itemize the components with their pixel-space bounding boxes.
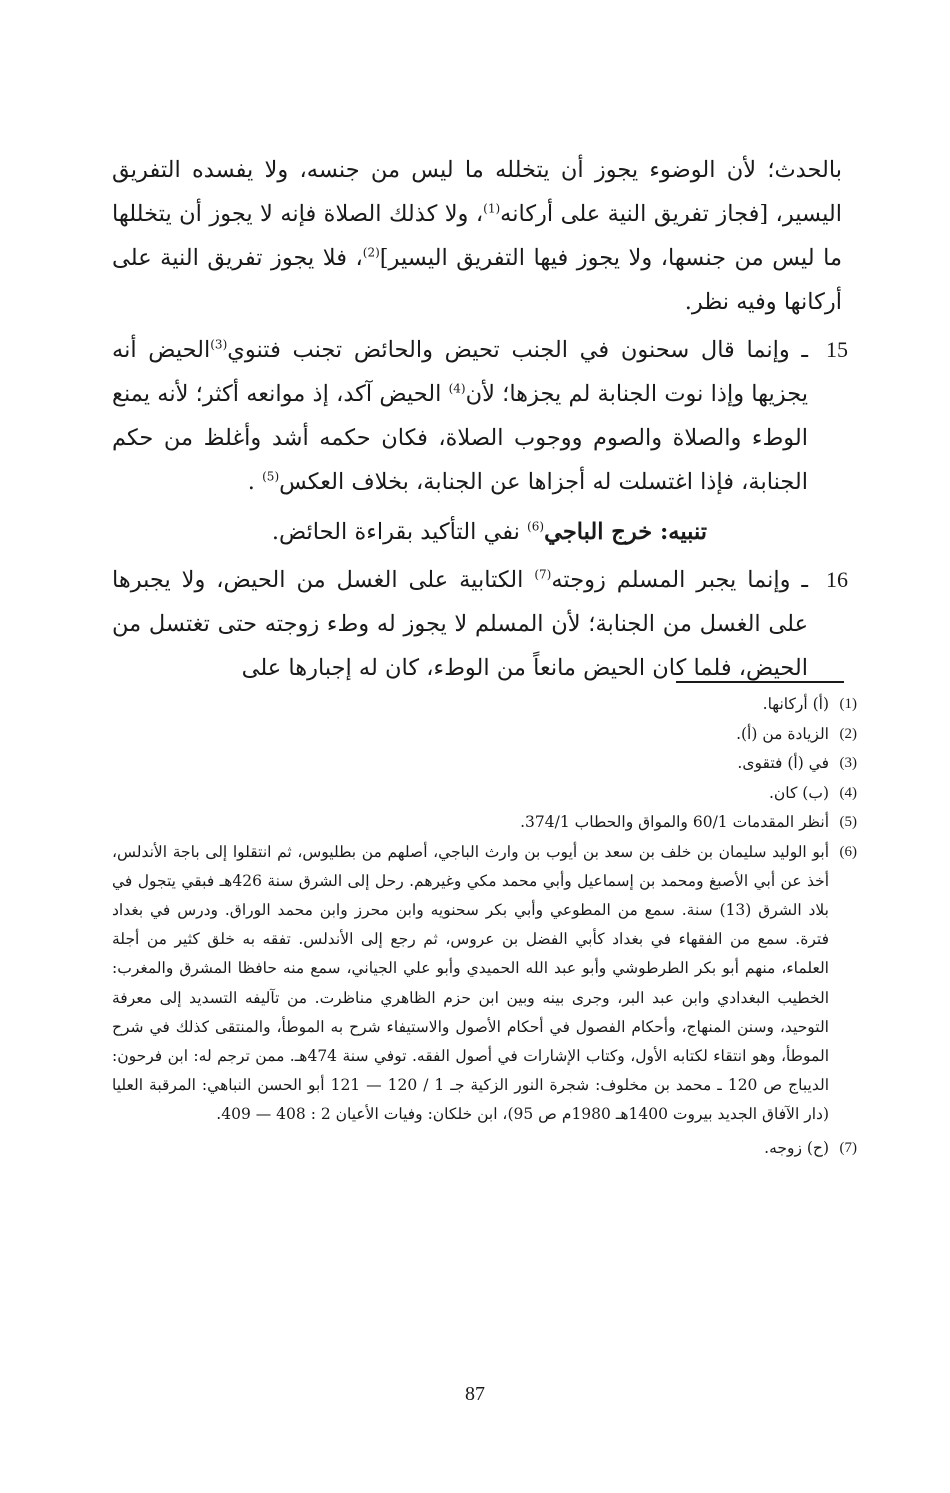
- footnote-text: (ح) زوجه.: [764, 1138, 829, 1157]
- footnote-item: [112, 720, 857, 750]
- footnote-item: [112, 838, 857, 1130]
- footnote-number: (1): [839, 696, 857, 712]
- footnote-text: أبو الوليد سليمان بن خلف بن سعد بن أيوب بن وارث الباجي، أصلهم من بطليوس، ثم انتقلوا إلى باجة الأندلس، أخذ عن أبي الأصبغ ومحمد بن إسماعيل وأبي محمد مكي وغيرهم. رحل إلى الشرق سنة 426هـ فبقي يتجول في بلاد الشرق (13) سنة. سمع من المطوعي وأبي بكر سحنويه وابن محرز وابن محمد الوراق. ودرس في بغداد فترة. سمع من الفقهاء في بغداد كأبي الفضل بن عروس، ثم رجع إلى الأندلس. تفقه به خلق كثير من أجلة العلماء، منهم أبو بكر الطرطوشي وأبو عبد الله الحميدي وأبو علي الجياني، سمع منه حافظا المشرق والمغرب: الخطيب البغدادي وابن عبد البر، وجرى بينه وبين ابن حزم الظاهري مناظرت. من تآليفه التسديد إلى معرفة التوحيد، وسنن المنهاج، وأحكام الفصول في أحكام الأصول والاستيفاء شرح به الموطأ، والمنتقى كذلك في شرح الموطأ، وهو انتقاء لكتابه الأول، وكتاب الإشارات في أصول الفقه. توفي سنة 474هـ. ممن ترجم له: ابن فرحون: الديباج ص 120 ـ محمد بن مخلوف: شجرة النور الزكية جـ 1 / 120 — 121 أبو الحسن النباهي: المرقبة العليا (دار الآفاق الجديد بيروت 1400هـ 1980م ص 95)، ابن خلكان: وفيات الأعيان 2 : 408 — 409.: [112, 842, 830, 1124]
- footnote-ref: (1): [483, 201, 501, 216]
- page-number: 87: [465, 1383, 485, 1405]
- footnote-item: [112, 1134, 857, 1164]
- paragraph-15: [112, 328, 848, 504]
- footnote-text: (ب) كان.: [768, 783, 829, 802]
- footnote-number: (2): [839, 725, 857, 742]
- note-paragraph: [112, 510, 842, 554]
- footnote-number: (7): [839, 1139, 857, 1156]
- footnote-number: (6): [839, 843, 857, 860]
- footnote-ref: (5): [262, 469, 280, 484]
- paragraph-number: 15: [826, 337, 848, 362]
- main-text: [112, 148, 848, 690]
- footnote-ref: (3): [210, 337, 228, 352]
- footnote-ref: (4): [448, 381, 466, 396]
- paragraph-16: [112, 558, 848, 690]
- footnote-item: [112, 779, 857, 809]
- text-run: نفي التأكيد بقراءة الحائض.: [271, 519, 528, 545]
- footnote-number: (3): [839, 755, 857, 771]
- footnote-text: في (أ) فتقوى.: [737, 754, 829, 772]
- text-run: .: [247, 469, 263, 495]
- text-run: بالحدث؛ لأن الوضوء يجوز أن يتخلله ما ليس من جنسه، ولا يفسده التفريق اليسير، [فجاز تفريق النية على أركانه: [112, 157, 842, 227]
- footnote-ref: (7): [534, 567, 552, 582]
- footnote-text: أنظر المقدمات 60/1 والمواق والحطاب 374/1.: [520, 813, 829, 831]
- text-run: ، فلا يجوز تفريق النية على أركانها وفيه نظر.: [112, 245, 842, 315]
- text-run: ، ولا كذلك الصلاة فإنه لا يجوز أن يتخللها ما ليس من جنسها، ولا يجوز فيها التفريق اليسير]: [112, 201, 842, 271]
- intro-paragraph: [112, 148, 842, 324]
- footnote-item: [112, 690, 857, 720]
- footnotes: [112, 690, 857, 1163]
- text-run: ـ وإنما يجبر المسلم زوجته: [551, 567, 808, 593]
- text-run: الكتابية على الغسل من الحيض، ولا يجبرها على الغسل من الجنابة؛ لأن المسلم لا يجوز له وطء زوجته حتى تغتسل من الحيض، فلما كان الحيض مانعاً من الوطء، كان له إجبارها على: [112, 567, 808, 681]
- text-run: ـ وإنما قال سحنون في الجنب تحيض والحائض تجنب فتنوي: [227, 337, 808, 363]
- note-lead: تنبيه: خرج الباجي: [544, 519, 707, 545]
- text-run: الحيض آكد، إذ موانعه أكثر؛ لأنه يمنع الوطء والصلاة والصوم ووجوب الصلاة، فكان حكمه أشد وأغلظ من حكم الجنابة، فإذا اغتسلت له أجزاها عن الجنابة، بخلاف العكس: [112, 381, 808, 495]
- footnote-ref: (2): [362, 245, 380, 260]
- footnote-item: [112, 808, 857, 838]
- footnote-text: (أ) أركانها.: [762, 695, 829, 713]
- footnote-number: (5): [839, 814, 857, 830]
- footnote-separator: [676, 681, 844, 683]
- footnote-item: [112, 749, 857, 779]
- paragraph-number: 16: [826, 567, 848, 592]
- footnote-ref: (6): [527, 519, 545, 534]
- footnote-number: (4): [839, 784, 857, 801]
- footnote-text: الزيادة من (أ).: [736, 724, 829, 743]
- text-run: الحيض أنه يجزيها وإذا نوت الجنابة لم يجزها؛ لأن: [112, 337, 808, 407]
